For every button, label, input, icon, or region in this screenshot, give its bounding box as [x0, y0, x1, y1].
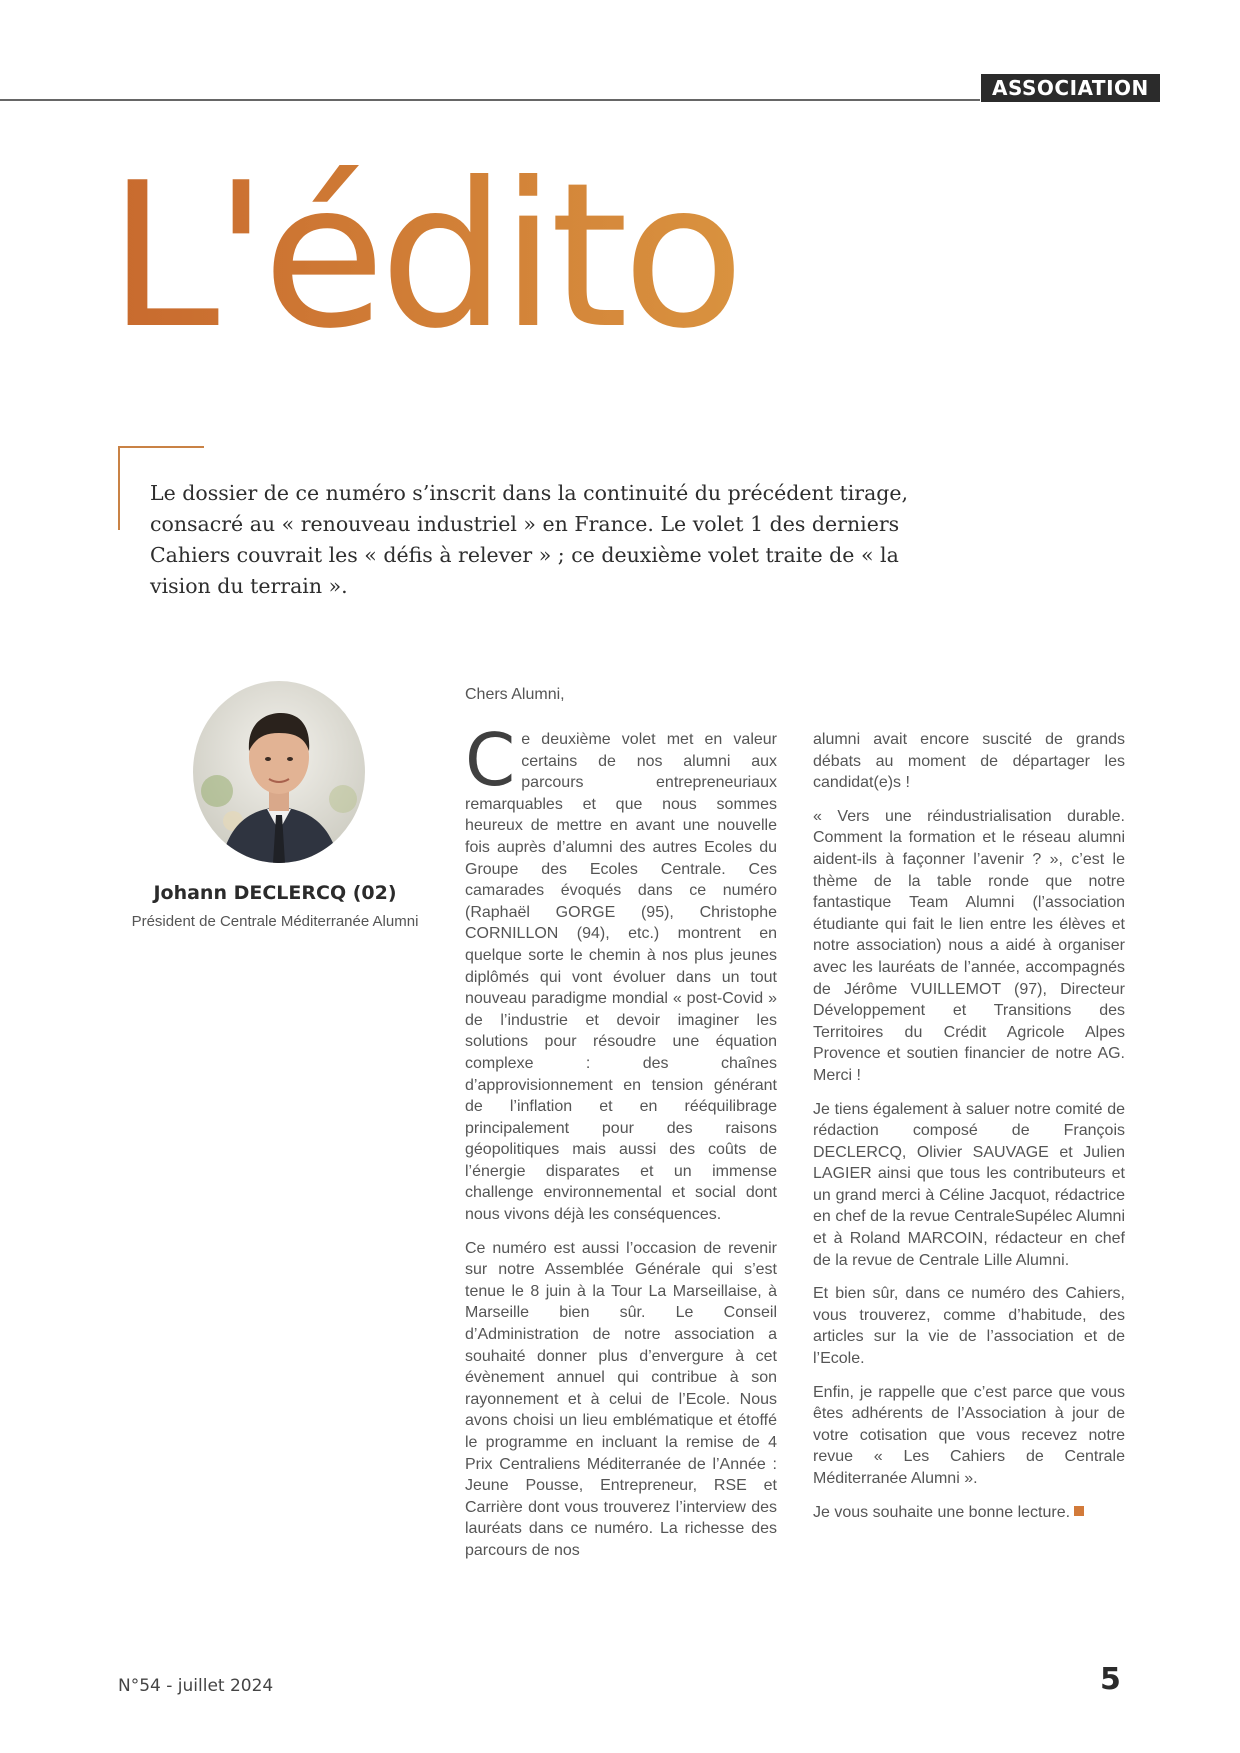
page-number: 5	[1100, 1662, 1121, 1697]
intro-bracket-top	[118, 446, 204, 448]
portrait-image	[193, 681, 365, 863]
paragraph-text: e deuxième volet met en valeur certains de nos alumni aux parcours entrepreneuriaux remarquables et que nous sommes heureux de mettre en avant une nouvelle fois auprès d’alumni des autres Ecoles du Groupe des Ecoles Centrale. Ces camarades évoqués dans ce numéro (Raphaël GORGE (95), Christophe CORNILLON (94), etc.) montrent en quelque sorte le chemin à nos plus jeunes diplômés qui vont évoluer dans un tout nouveau paradigme mondial « post-Covid » de l’industrie et devoir imaginer les solutions pour résoudre une équation complexe : des chaînes d’approvisionnement en tension générant de l’inflation et en rééquilibrage principalement pour des raisons géopolitiques mais aussi des coûts de l’énergie disparates et un immense challenge environnemental et social dont nous vivons déjà les conséquences.	[465, 731, 777, 1224]
author-portrait	[193, 681, 365, 863]
article-column-2	[813, 729, 1125, 1535]
article-paragraph: Je tiens également à saluer notre comité de rédaction composé de François DECLERCQ, Olivier SAUVAGE et Julien LAGIER ainsi que tous les contributeurs et un grand merci à Céline Jacquot, rédactrice en chef de la revue CentraleSupélec Alumni et à Roland MARCOIN, rédacteur en chef de la revue de Centrale Lille Alumni.	[813, 1100, 1125, 1269]
article-paragraph: Et bien sûr, dans ce numéro des Cahiers, vous trouverez, comme d’habitude, des articles sur la vie de l’association et de l’Ecole.	[813, 1285, 1125, 1368]
intro-bracket	[118, 446, 120, 530]
closing-text: Je vous souhaite une bonne lecture.	[813, 1503, 1071, 1521]
article-paragraph: « Vers une réindustrialisation durable. Comment la formation et le réseau alumni aident-ils à façonner l’avenir ? », c’est le thème de la table ronde que notre fantastique Team Alumni (l’association étudiante qui fait le lien entre les élèves et notre association) nous a aidé à organiser avec les lauréats de l’année, accompagnés de Jérôme VUILLEMOT (97), Directeur Développement et Transitions des Territoires du Crédit Agricole Alpes Provence et soutien financier de notre AG. Merci !	[813, 807, 1125, 1084]
page-title: L'édito	[108, 140, 739, 373]
article-closing	[813, 1502, 1125, 1524]
drop-cap: C	[465, 718, 516, 802]
author-role: Président de Centrale Méditerranée Alumni	[131, 913, 419, 930]
article-paragraph	[465, 718, 777, 1226]
top-rule	[0, 99, 980, 101]
article-paragraph: Ce numéro est aussi l’occasion de revenir sur notre Assemblée Générale qui s’est tenue le 8 juin à la Tour La Marseillaise, à Marseille bien sûr. Le Conseil d’Administration de notre association a souhaité donner plus d’envergure à cet évènement annuel qui contribue à son rayonnement et à celui de l’Ecole. Nous avons choisi un lieu emblématique et étoffé le programme en incluant la remise de 4 Prix Centraliens Méditerranée de l’Année : Jeune Pousse, Entrepreneur, RSE et Carrière dont vous trouverez l’interview des lauréats dans ce numéro. La richesse des parcours de nos	[465, 1239, 777, 1559]
issue-label: N°54 - juillet 2024	[118, 1676, 274, 1696]
intro-lead: Le dossier de ce numéro s’inscrit dans la continuité du précédent tirage, consacré au « renouveau industriel » en France. Le volet 1 des derniers Cahiers couvrait les « défis à relever » ; ce deuxième volet traite de « la vision du terrain ».	[150, 481, 909, 598]
article-paragraph: Enfin, je rappelle que c’est parce que vous êtes adhérents de l’Association à jour de votre cotisation que vous recevez notre revue « Les Cahiers de Centrale Méditerranée Alumni ».	[813, 1383, 1125, 1487]
article-column-1	[465, 718, 777, 1574]
end-mark-icon	[1074, 1506, 1084, 1516]
greeting: Chers Alumni,	[465, 686, 565, 703]
section-tag: ASSOCIATION	[981, 74, 1160, 102]
article-paragraph: alumni avait encore suscité de grands débats au moment de départager les candidat(e)s !	[813, 731, 1125, 792]
author-name: Johann DECLERCQ (02)	[153, 882, 397, 904]
